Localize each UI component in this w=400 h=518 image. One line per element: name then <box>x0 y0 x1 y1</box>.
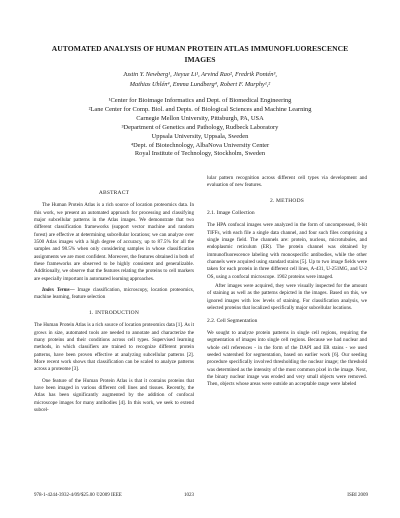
footer-page-number: 1023 <box>184 493 194 498</box>
cell-segmentation-paragraph: We sought to analyze protein patterns in single cell regions, requiring the segmentation of images into single cell regions. Because we had nuclear and whole cell references - in the form of the DAPI and ER stains - we used seeded watershed for segmentation, based on earlier work [6]. Our seeding procedure specifically involved thresholding the nuclear image; the threshold was determined as the intensity of the most common pixel in the image. Next, the binary nuclear image was eroded and very small objects were removed. Then, objects whose areas were outside an acceptable range were labeled <box>207 329 367 388</box>
right-column <box>207 175 367 389</box>
intro-paragraph-1: The Human Protein Atlas is a rich source of location proteomics data [1]. As it grows in size, automated tools are needed to annotate and characterize the many proteins and their conditions across cell types. Supervised learning methods, in which classifiers are trained to recognize different protein patterns, have been proven effective at analyzing subcellular patterns [2]. More recent work shows that classification can be scaled to analyze patterns across a proteome [3]. <box>34 322 194 373</box>
image-collection-paragraph-2: After images were acquired, they were visually inspected for the amount of staining as well as the patterns depicted in the images. Based on this, we ignored images with low levels of staining. For classification analysis, we selected proteins that localized specifically major subcellular locations. <box>207 283 367 312</box>
affiliation-line: ⁴Dept. of Biotechnology, AlbaNova University Center <box>130 141 270 149</box>
footer-isbn: 978-1-4244-3932-4/09/$25.00 ©2009 IEEE <box>34 493 122 498</box>
index-terms-label: Index Terms— <box>42 287 75 294</box>
methods-heading: 2. METHODS <box>269 197 305 204</box>
title-line-2: IMAGES <box>184 54 216 64</box>
title-line-1: AUTOMATED ANALYSIS OF HUMAN PROTEIN ATLAS IMMUNOFLUORESCENCE <box>51 44 349 53</box>
affiliations <box>30 97 370 159</box>
authors-line-1: Justin Y. Newberg¹, Jieyue Li¹, Arvind Rao², Fredrik Pontén³, <box>123 71 277 78</box>
cell-segmentation-heading: 2.2. Cell Segmentation <box>207 317 258 324</box>
introduction-heading: 1. INTRODUCTION <box>88 309 140 316</box>
page-footer <box>34 492 368 500</box>
intro-paragraph-2: One feature of the Human Protein Atlas is that it contains proteins that have been imaged in various different cell lines and tissues. Recently, the Atlas has been significantly augmented by the addition of confocal microscope images for many antibodies [4]. In this work, we seek to extend subcel- <box>34 377 194 413</box>
paper-title <box>20 44 380 65</box>
affiliation-line: Carnegie Mellon University, Pittsburgh, PA, USA <box>136 114 264 122</box>
affiliation-line: ³Department of Genetics and Pathology, Rudbeck Laboratory <box>121 123 279 131</box>
affiliation-line: ¹Center for Bioimage Informatics and Dept. of Biomedical Engineering <box>108 97 292 104</box>
authors-line-2: Mathias Uhlén⁴, Emma Lundberg⁴, Robert F. Murphy¹,² <box>129 80 271 88</box>
abstract-heading: ABSTRACT <box>98 190 130 196</box>
image-collection-paragraph-1: The HPA confocal images were analyzed in the form of uncompressed, 8-bit TIFFs, with each file a single data channel, and four such files comprising a single image field. The channels are: protein, nucleus, microtubules, and endoplasmic reticulum (ER). The protein channel was obtained by immunofluorescence labeling with monospecific antibodies, while the other channels were acquired using standard stains [5]. Up to two image fields were taken for each protein in three different cell lines, A-431, U-251MG, and U-2 OS, using a confocal microscope. 1902 proteins were imaged. <box>207 222 367 280</box>
affiliation-line: Royal Institute of Technology, Stockholm, Sweden <box>134 150 266 158</box>
author-list <box>40 70 360 89</box>
footer-conference: ISBI 2009 <box>347 493 368 498</box>
affiliation-line: ²Lane Center for Comp. Biol. and Depts. of Biological Sciences and Machine Learning <box>88 105 312 113</box>
intro-continuation: lular pattern recognition across different cell types via development and evaluation of new features. <box>207 175 367 189</box>
index-terms <box>34 287 194 302</box>
abstract-text: The Human Protein Atlas is a rich source of location proteomics data. In this work, we present an automated approach for processing and classifying major subcellular patterns in the Atlas images. We demonstrate that two different classification frameworks (support vector machine and random forest) are effective at determining subcellular locations; we can analyze over 3500 Atlas images with a high degree of accuracy, up to 87.5% for all the samples and 98.5% when only considering samples in whose classification assignments we are most confident. Moreover, the features obtained in both of these frameworks are observed to be highly consistent and generalizable. Additionally, we observe that the features relating the proteins to cell markers are especially important in automated learning approaches. <box>34 202 194 282</box>
image-collection-heading: 2.1. Image Collection <box>207 210 255 217</box>
index-terms-text: Image classification, microscopy, location proteomics, machine learning, feature selection <box>34 287 194 301</box>
left-column <box>34 184 194 414</box>
affiliation-line: Uppsala University, Uppsala, Sweden <box>151 132 249 140</box>
